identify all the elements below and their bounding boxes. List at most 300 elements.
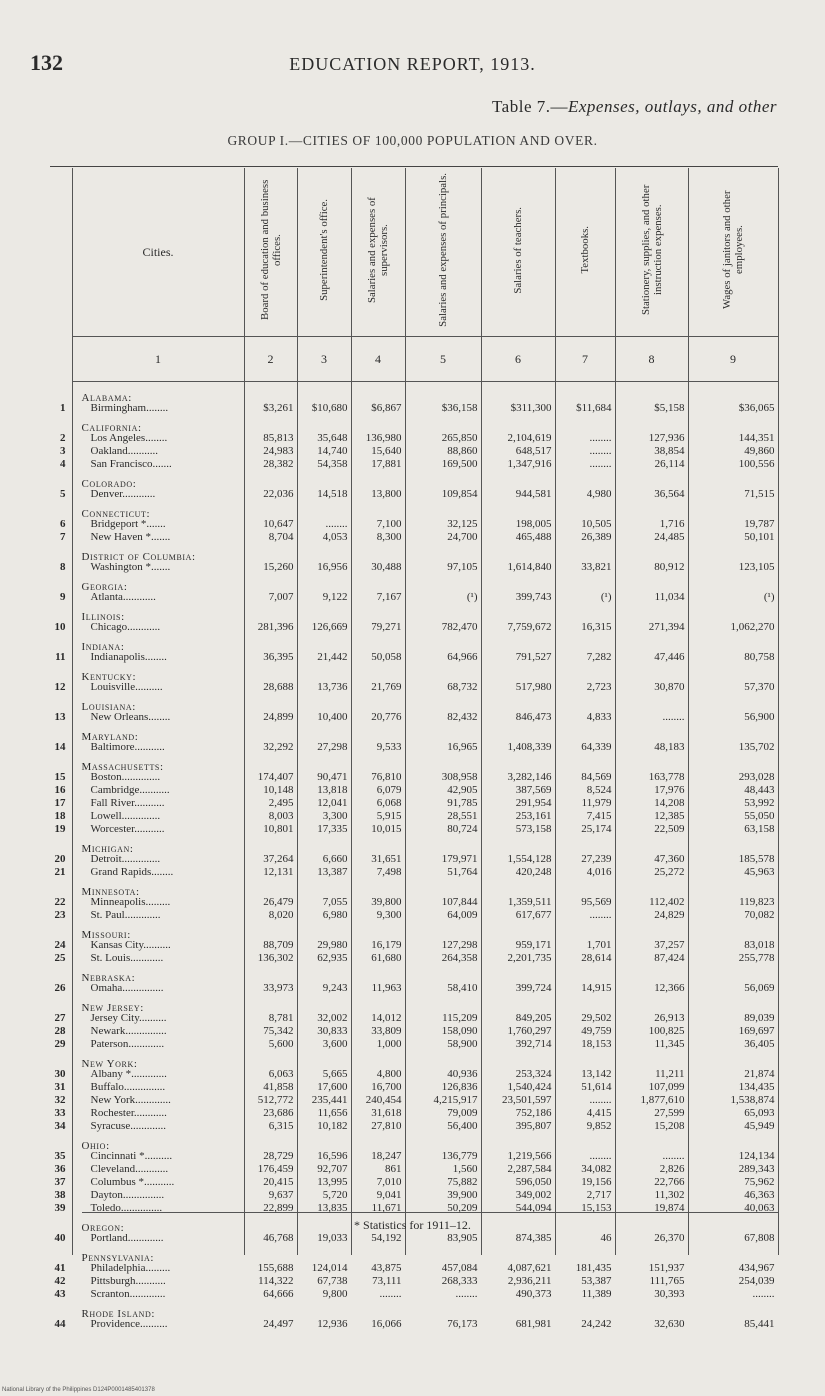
table-cell: 158,090 xyxy=(441,1025,478,1037)
row-number: 9 xyxy=(60,590,66,603)
table-cell: 1,560 xyxy=(452,1163,478,1175)
table-cell: 10,505 xyxy=(581,518,612,530)
table-cell: ........ xyxy=(379,1288,402,1300)
state-heading: Louisiana: xyxy=(81,701,136,713)
table-cell: 1,716 xyxy=(659,518,685,530)
table-cell: 9,800 xyxy=(322,1288,348,1300)
state-heading: Illinois: xyxy=(81,611,125,623)
table-cell: 22,509 xyxy=(654,823,685,835)
table-cell: 136,980 xyxy=(365,432,402,444)
table-cell: 4,415 xyxy=(586,1107,612,1119)
row-number: 15 xyxy=(54,770,66,783)
table-cell: 399,724 xyxy=(515,982,552,994)
table-cell: 22,899 xyxy=(263,1202,294,1214)
table-cell: 387,569 xyxy=(515,784,552,796)
table-cell: 648,517 xyxy=(515,445,552,457)
table-cell: 25,174 xyxy=(581,823,612,835)
table-cell: 617,677 xyxy=(515,909,552,921)
table-cell: 92,707 xyxy=(317,1163,348,1175)
row-number: 14 xyxy=(54,740,66,753)
table-cell: 7,055 xyxy=(322,896,348,908)
table-cell: 846,473 xyxy=(515,711,552,723)
table-cell: 50,101 xyxy=(744,531,775,543)
table-cell: 80,912 xyxy=(654,561,685,573)
table-cell: 70,082 xyxy=(744,909,775,921)
stationery-column xyxy=(616,382,688,1330)
table-cell: 64,666 xyxy=(263,1288,294,1300)
table-title-text: Expenses, outlays, and other xyxy=(568,97,777,116)
table-cell: 11,211 xyxy=(655,1068,685,1080)
table-cell: 179,971 xyxy=(441,853,478,865)
table-cell: 115,209 xyxy=(442,1012,478,1024)
table-cell: 80,758 xyxy=(744,651,775,663)
table-cell: 71,515 xyxy=(744,488,775,500)
state-heading: New Jersey: xyxy=(81,1002,144,1014)
row-number: 3 xyxy=(60,444,66,457)
state-heading: New York: xyxy=(81,1058,138,1070)
city-name: Dayton............... xyxy=(90,1189,165,1201)
table-cell: 181,435 xyxy=(575,1262,612,1274)
table-cell: 56,900 xyxy=(744,711,775,723)
table-cell: 15,640 xyxy=(371,445,402,457)
city-name: Toledo............... xyxy=(90,1202,163,1214)
table-cell: 28,382 xyxy=(263,458,294,470)
city-name: San Francisco....... xyxy=(90,458,172,470)
table-cell: 544,094 xyxy=(515,1202,552,1214)
table-cell: 22,766 xyxy=(654,1176,685,1188)
city-name: Lowell.............. xyxy=(90,810,161,822)
table-cell: 163,778 xyxy=(648,771,685,783)
city-name: Fall River........... xyxy=(90,797,165,809)
table-cell: 43,875 xyxy=(371,1262,402,1274)
table-cell: 791,527 xyxy=(515,651,552,663)
table-cell: 56,069 xyxy=(744,982,775,994)
table-cell: 25,272 xyxy=(654,866,685,878)
table-cell: ........ xyxy=(325,518,348,530)
city-name: Cleveland............ xyxy=(90,1163,169,1175)
table-cell: 1,614,840 xyxy=(507,561,552,573)
table-cell: 9,041 xyxy=(376,1189,402,1201)
city-name: St. Paul............. xyxy=(90,909,161,921)
table-cell: ........ xyxy=(589,1094,612,1106)
table-cell: 50,209 xyxy=(447,1202,478,1214)
table-cell: 3,300 xyxy=(322,810,348,822)
row-number: 40 xyxy=(54,1231,66,1244)
table-cell: $36,065 xyxy=(738,402,775,414)
table-cell: 45,949 xyxy=(744,1120,775,1132)
table-cell: 16,700 xyxy=(371,1081,402,1093)
table-cell: 40,063 xyxy=(744,1202,775,1214)
table-cell: 392,714 xyxy=(515,1038,552,1050)
table-cell: 35,648 xyxy=(317,432,348,444)
janitors-column xyxy=(689,382,778,1330)
table-cell: 30,870 xyxy=(654,681,685,693)
table-cell: 3,282,146 xyxy=(507,771,552,783)
table-cell: 2,104,619 xyxy=(507,432,552,444)
row-number: 32 xyxy=(54,1093,66,1106)
table-cell: (¹) xyxy=(600,591,612,603)
table-cell: 136,302 xyxy=(257,952,294,964)
table-cell: 19,787 xyxy=(744,518,775,530)
table-cell: 48,183 xyxy=(654,741,685,753)
table-cell: 8,300 xyxy=(376,531,402,543)
city-name: New Haven *....... xyxy=(90,531,171,543)
table-cell: 2,495 xyxy=(268,797,294,809)
table-cell: 253,324 xyxy=(515,1068,552,1080)
table-cell: 2,717 xyxy=(586,1189,612,1201)
table-cell: 126,669 xyxy=(311,621,348,633)
row-number: 23 xyxy=(54,908,66,921)
table-cell: 91,785 xyxy=(447,797,478,809)
table-cell: 2,936,211 xyxy=(507,1275,552,1287)
table-cell: 26,389 xyxy=(581,531,612,543)
table-cell: 268,333 xyxy=(441,1275,478,1287)
table-cell: 10,647 xyxy=(263,518,294,530)
table-cell: 75,962 xyxy=(744,1176,775,1188)
city-name: Chicago............ xyxy=(90,621,161,633)
table-cell: 20,415 xyxy=(263,1176,294,1188)
table-cell: 15,153 xyxy=(581,1202,612,1214)
table-cell: 596,050 xyxy=(515,1176,552,1188)
table-cell: 9,637 xyxy=(268,1189,294,1201)
city-name: Newark............... xyxy=(90,1025,167,1037)
table-cell: 79,009 xyxy=(447,1107,478,1119)
table-cell: 49,759 xyxy=(581,1025,612,1037)
table-cell: 144,351 xyxy=(738,432,775,444)
city-name: Detroit.............. xyxy=(90,853,161,865)
table-cell: 13,736 xyxy=(317,681,348,693)
table-cell: 1,347,916 xyxy=(507,458,552,470)
table-cell: 1,760,297 xyxy=(507,1025,552,1037)
table-cell: 39,800 xyxy=(371,896,402,908)
city-name: Kansas City.......... xyxy=(90,939,171,951)
table-cell: 434,967 xyxy=(738,1262,775,1274)
table-cell: 24,700 xyxy=(447,531,478,543)
table-cell: ........ xyxy=(455,1288,478,1300)
table-cell: 944,581 xyxy=(515,488,552,500)
table-cell: 4,980 xyxy=(586,488,612,500)
table-cell: 7,010 xyxy=(376,1176,402,1188)
textbooks-column xyxy=(556,382,615,1330)
table-cell: 14,518 xyxy=(317,488,348,500)
table-cell: 12,385 xyxy=(654,810,685,822)
row-number: 7 xyxy=(60,530,66,543)
city-name: Atlanta............ xyxy=(90,591,156,603)
table-cell: 13,835 xyxy=(317,1202,348,1214)
table-cell: 82,432 xyxy=(447,711,478,723)
row-number: 35 xyxy=(54,1149,66,1162)
row-number-column xyxy=(38,382,72,1330)
row-number: 8 xyxy=(60,560,66,573)
table-cell: 68,732 xyxy=(447,681,478,693)
col-header-board: Board of education and business offices. xyxy=(244,168,297,337)
row-number: 16 xyxy=(54,783,66,796)
table-cell: 10,148 xyxy=(263,784,294,796)
table-cell: 29,502 xyxy=(581,1012,612,1024)
row-number: 25 xyxy=(54,951,66,964)
table-cell: 32,630 xyxy=(654,1318,685,1330)
row-number: 1 xyxy=(60,401,66,414)
table-cell: 39,900 xyxy=(447,1189,478,1201)
table-cell: 48,443 xyxy=(744,784,775,796)
table-cell: 16,965 xyxy=(447,741,478,753)
row-number: 20 xyxy=(54,852,66,865)
table-cell: 114,322 xyxy=(258,1275,294,1287)
table-cell: $3,261 xyxy=(263,402,294,414)
city-name: Paterson............. xyxy=(90,1038,165,1050)
table-cell: 21,874 xyxy=(744,1068,775,1080)
table-cell: 176,459 xyxy=(257,1163,294,1175)
table-cell: 169,697 xyxy=(738,1025,775,1037)
table-cell: 12,041 xyxy=(317,797,348,809)
row-number: 26 xyxy=(54,981,66,994)
state-heading: Indiana: xyxy=(81,641,125,653)
table-cell: 30,833 xyxy=(317,1025,348,1037)
row-number: 39 xyxy=(54,1201,66,1214)
city-name: Scranton............. xyxy=(90,1288,166,1300)
table-cell: 26,479 xyxy=(263,896,294,908)
table-cell: 265,850 xyxy=(441,432,478,444)
cities-column xyxy=(73,382,244,1330)
table-cell: 16,956 xyxy=(317,561,348,573)
row-number: 18 xyxy=(54,809,66,822)
state-heading: Massachusetts: xyxy=(81,761,164,773)
table-cell: 235,441 xyxy=(311,1094,348,1106)
table-cell: 11,302 xyxy=(654,1189,685,1201)
table-cell: 1,062,270 xyxy=(730,621,775,633)
table-cell: 27,810 xyxy=(371,1120,402,1132)
row-number: 36 xyxy=(54,1162,66,1175)
state-heading: Oregon: xyxy=(81,1222,125,1234)
col-number: 4 xyxy=(351,337,405,382)
table-cell: 7,282 xyxy=(586,651,612,663)
table-cell: 24,983 xyxy=(263,445,294,457)
table-cell: 10,801 xyxy=(263,823,294,835)
table-cell: 13,800 xyxy=(371,488,402,500)
table-cell: 112,402 xyxy=(649,896,685,908)
state-heading: Ohio: xyxy=(81,1140,110,1152)
table-cell: 18,153 xyxy=(581,1038,612,1050)
table-cell: 517,980 xyxy=(515,681,552,693)
table-cell: 37,264 xyxy=(263,853,294,865)
table-cell: 1,538,874 xyxy=(730,1094,775,1106)
row-number: 4 xyxy=(60,457,66,470)
table-cell: 16,179 xyxy=(371,939,402,951)
table-cell: 83,905 xyxy=(447,1232,478,1244)
table-cell: 23,686 xyxy=(263,1107,294,1119)
table-cell: 30,488 xyxy=(371,561,402,573)
table-cell: ........ xyxy=(589,909,612,921)
state-heading: California: xyxy=(81,422,142,434)
table-cell: 13,995 xyxy=(317,1176,348,1188)
row-number: 21 xyxy=(54,865,66,878)
table-cell: 1,554,128 xyxy=(507,853,552,865)
row-number: 2 xyxy=(60,431,66,444)
table-cell: 1,408,339 xyxy=(507,741,552,753)
table-cell: 13,387 xyxy=(317,866,348,878)
table-cell: 11,389 xyxy=(581,1288,612,1300)
table-cell: 5,665 xyxy=(322,1068,348,1080)
row-number: 42 xyxy=(54,1274,66,1287)
table-cell: 2,826 xyxy=(659,1163,685,1175)
table-cell: ........ xyxy=(752,1288,775,1300)
city-name: Cincinnati *.......... xyxy=(90,1150,173,1162)
city-name: St. Louis............ xyxy=(90,952,164,964)
table-cell: 681,981 xyxy=(515,1318,552,1330)
superintendent-column xyxy=(298,382,351,1330)
table-cell: 31,618 xyxy=(371,1107,402,1119)
table-cell: 33,821 xyxy=(581,561,612,573)
row-number: 22 xyxy=(54,895,66,908)
column-header-row xyxy=(38,168,778,337)
city-name: Cambridge........... xyxy=(90,784,170,796)
table-cell: 151,937 xyxy=(648,1262,685,1274)
table-cell: 12,131 xyxy=(263,866,294,878)
col-header-supervisors: Salaries and expenses of supervisors. xyxy=(351,168,405,337)
table-cell: 6,315 xyxy=(268,1120,294,1132)
table-cell: 10,015 xyxy=(371,823,402,835)
row-number: 38 xyxy=(54,1188,66,1201)
row-number: 41 xyxy=(54,1261,66,1274)
city-name: Denver............ xyxy=(90,488,156,500)
table-cell: 67,738 xyxy=(317,1275,348,1287)
table-cell: 97,105 xyxy=(447,561,478,573)
table-cell: 7,100 xyxy=(376,518,402,530)
table-cell: 293,028 xyxy=(738,771,775,783)
col-number: 7 xyxy=(555,337,615,382)
table-cell: 861 xyxy=(385,1163,402,1175)
table-cell: 85,813 xyxy=(263,432,294,444)
table-cell: 253,161 xyxy=(515,810,552,822)
table-cell: 135,702 xyxy=(738,741,775,753)
table-cell: 57,370 xyxy=(744,681,775,693)
city-name: Minneapolis......... xyxy=(90,896,171,908)
table-cell: 11,656 xyxy=(317,1107,348,1119)
table-cell: 40,936 xyxy=(447,1068,478,1080)
table-cell: 84,569 xyxy=(581,771,612,783)
table-cell: 136,779 xyxy=(441,1150,478,1162)
state-heading: Georgia: xyxy=(81,581,128,593)
table-cell: 100,825 xyxy=(648,1025,685,1037)
table-cell: 64,966 xyxy=(447,651,478,663)
table-cell: 134,435 xyxy=(738,1081,775,1093)
table-cell: 53,992 xyxy=(744,797,775,809)
table-cell: 124,014 xyxy=(311,1262,348,1274)
table-cell: 28,551 xyxy=(447,810,478,822)
row-number: 19 xyxy=(54,822,66,835)
table-cell: 9,300 xyxy=(376,909,402,921)
table-cell: 4,215,917 xyxy=(433,1094,478,1106)
state-heading: Connecticut: xyxy=(81,508,151,520)
table-cell: 7,415 xyxy=(586,810,612,822)
table-cell: 14,208 xyxy=(654,797,685,809)
table-cell: 36,405 xyxy=(744,1038,775,1050)
teachers-column xyxy=(482,382,555,1330)
row-number: 17 xyxy=(54,796,66,809)
table-cell: 109,854 xyxy=(441,488,478,500)
table-cell: 255,778 xyxy=(738,952,775,964)
table-cell: 37,257 xyxy=(654,939,685,951)
table-cell: 76,810 xyxy=(371,771,402,783)
table-cell: 399,743 xyxy=(515,591,552,603)
row-number: 11 xyxy=(55,650,66,663)
table-cell: ........ xyxy=(589,1150,612,1162)
table-cell: 1,701 xyxy=(586,939,612,951)
city-name: Boston.............. xyxy=(90,771,161,783)
city-name: Providence.......... xyxy=(90,1318,168,1330)
table-cell: 6,980 xyxy=(322,909,348,921)
table-cell: 9,852 xyxy=(586,1120,612,1132)
table-cell: 16,315 xyxy=(581,621,612,633)
table-cell: 24,242 xyxy=(581,1318,612,1330)
city-name: Indianapolis........ xyxy=(90,651,167,663)
table-cell: 38,854 xyxy=(654,445,685,457)
table-cell: 75,342 xyxy=(263,1025,294,1037)
column-number-row xyxy=(38,337,778,382)
table-cell: 75,882 xyxy=(447,1176,478,1188)
col-header-cities: Cities. xyxy=(72,168,244,337)
city-name: Jersey City.......... xyxy=(90,1012,167,1024)
table-cell: 28,688 xyxy=(263,681,294,693)
table-cell: 2,723 xyxy=(586,681,612,693)
table-cell: 51,764 xyxy=(447,866,478,878)
col-number: 5 xyxy=(405,337,481,382)
table-cell: 264,358 xyxy=(441,952,478,964)
table-cell: 83,018 xyxy=(744,939,775,951)
table-cell: 76,173 xyxy=(447,1318,478,1330)
row-number: 29 xyxy=(54,1037,66,1050)
table-cell: 62,935 xyxy=(317,952,348,964)
row-number: 6 xyxy=(60,517,66,530)
table-cell: $5,158 xyxy=(654,402,685,414)
table-cell: 26,370 xyxy=(654,1232,685,1244)
city-name: Bridgeport *....... xyxy=(90,518,166,530)
row-number: 28 xyxy=(54,1024,66,1037)
table-cell: 20,776 xyxy=(371,711,402,723)
table-cell: 11,671 xyxy=(371,1202,402,1214)
table-cell: 9,243 xyxy=(322,982,348,994)
state-heading: Pennsylvania: xyxy=(81,1252,155,1264)
table-cell: 465,488 xyxy=(515,531,552,543)
table-cell: 15,260 xyxy=(263,561,294,573)
table-cell: 17,976 xyxy=(654,784,685,796)
table-cell: $6,867 xyxy=(371,402,402,414)
table-cell: 16,066 xyxy=(371,1318,402,1330)
table-cell: 34,082 xyxy=(581,1163,612,1175)
city-name: Rochester............ xyxy=(90,1107,167,1119)
table-cell: 349,002 xyxy=(515,1189,552,1201)
table-cell: 4,087,621 xyxy=(507,1262,552,1274)
table-cell: 33,809 xyxy=(371,1025,402,1037)
table-cell: 36,564 xyxy=(654,488,685,500)
state-heading: Maryland: xyxy=(81,731,139,743)
table-cell: 46 xyxy=(600,1232,612,1244)
table-cell: 61,680 xyxy=(371,952,402,964)
table-cell: 30,393 xyxy=(654,1288,685,1300)
table-cell: 111,765 xyxy=(649,1275,685,1287)
table-cell: 24,899 xyxy=(263,711,294,723)
table-cell: 752,186 xyxy=(515,1107,552,1119)
city-name: Worcester........... xyxy=(90,823,165,835)
table-cell: ........ xyxy=(589,458,612,470)
table-cell: 420,248 xyxy=(515,866,552,878)
table-cell: 41,858 xyxy=(263,1081,294,1093)
col-number: 3 xyxy=(297,337,351,382)
table-cell: 32,292 xyxy=(263,741,294,753)
table-cell: 18,247 xyxy=(371,1150,402,1162)
table-cell: 127,936 xyxy=(648,432,685,444)
table-cell: 21,769 xyxy=(371,681,402,693)
